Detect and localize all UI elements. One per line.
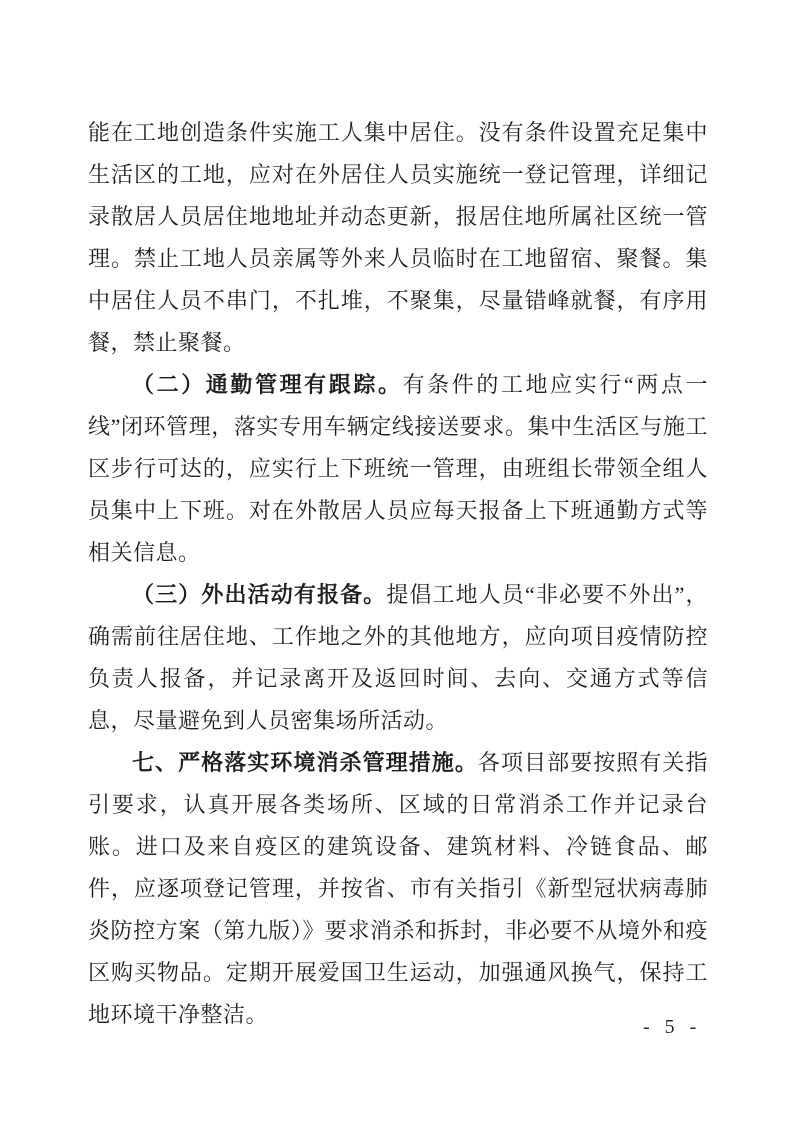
text-run: 各项目部要按照有关指引要求，认真开展各类场所、区域的日常消杀工作并记录台账。进口及来自疫区的建筑设备、建筑材料、冷链食品、邮件，应逐项登记管理，并按省、市有关指引《新型冠状病毒肺炎防控方案（第九版）》要求消杀和拆封，非必要不从境外和疫区购买物品。定期开展爱国卫生运动，加强通风换气，保持工地环境干净整洁。	[88, 750, 708, 1027]
paragraph	[88, 574, 708, 742]
paragraph	[88, 112, 708, 364]
text-run: 能在工地创造条件实施工人集中居住。没有条件设置充足集中生活区的工地，应对在外居住人员实施统一登记管理，详细记录散居人员居住地地址并动态更新，报居住地所属社区统一管理。禁止工地人员亲属等外来人员临时在工地留宿、聚餐。集中居住人员不串门，不扎堆，不聚集，尽量错峰就餐，有序用餐，禁止聚餐。	[88, 120, 708, 355]
text-run: 提倡工地人员“非必要不外出”，确需前往居住地、工作地之外的其他地方，应向项目疫情防控负责人报备，并记录离开及返回时间、去向、交通方式等信息，尽量避免到人员密集场所活动。	[88, 582, 708, 733]
heading-run: 七、严格落实环境消杀管理措施。	[132, 750, 478, 775]
heading-run: （二）通勤管理有跟踪。	[132, 372, 403, 397]
document-body	[88, 112, 708, 1036]
paragraph	[88, 364, 708, 574]
heading-run: （三）外出活动有报备。	[132, 582, 387, 607]
page-number: - 5 -	[643, 1016, 702, 1038]
paragraph	[88, 742, 708, 1036]
text-run: 有条件的工地应实行“两点一线”闭环管理，落实专用车辆定线接送要求。集中生活区与施工区步行可达的，应实行上下班统一管理，由班组长带领全组人员集中上下班。对在外散居人员应每天报备上下班通勤方式等相关信息。	[88, 372, 708, 565]
